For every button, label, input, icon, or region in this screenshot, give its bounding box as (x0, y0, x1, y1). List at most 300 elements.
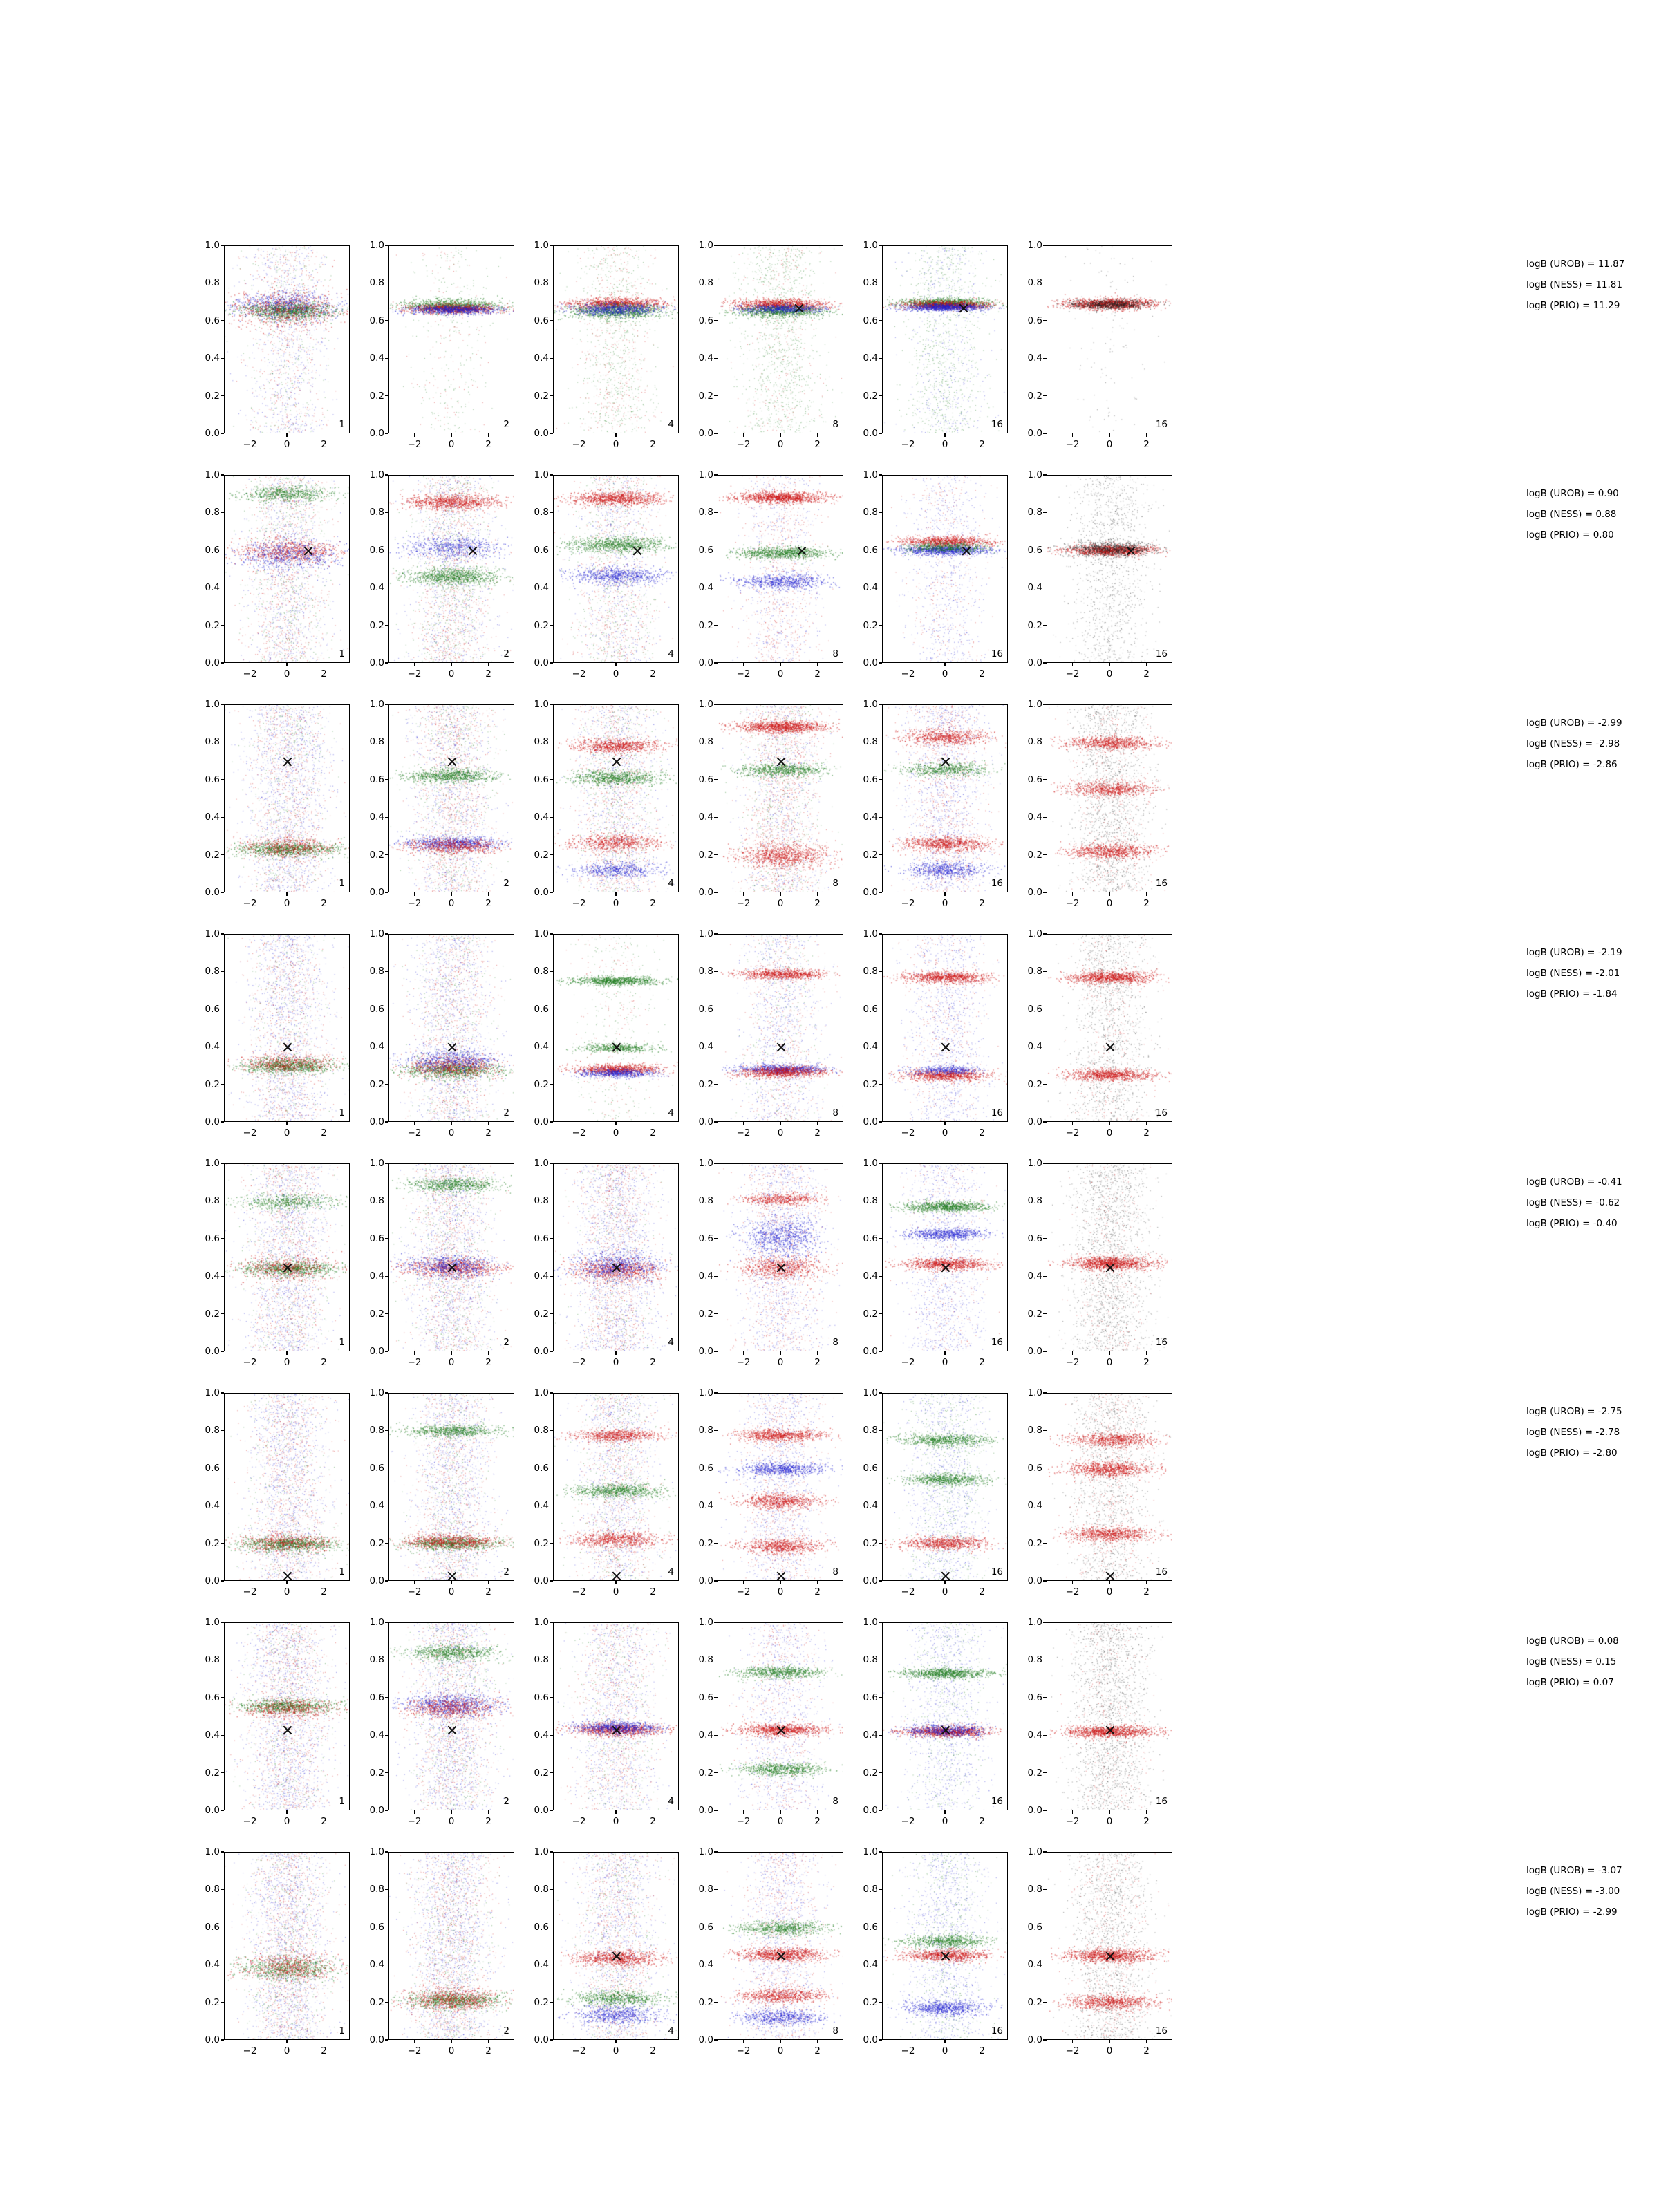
y-axis (351, 240, 388, 439)
x-axis (553, 663, 679, 684)
x-tick-label: 2 (979, 1357, 985, 1368)
x-tick-label: −2 (407, 898, 422, 909)
x-tick-mark (1072, 1122, 1073, 1125)
x-axis (224, 2040, 350, 2061)
x-axis (553, 1122, 679, 1143)
panel-corner-label: 4 (668, 648, 674, 659)
y-tick-label: 1.0 (534, 240, 549, 251)
y-tick-label: 1.0 (1027, 928, 1042, 939)
x-tick-label: −2 (407, 439, 422, 450)
scatter-panel (680, 240, 845, 450)
plot-area (224, 1852, 350, 2040)
y-axis (187, 240, 224, 439)
y-tick-label: 0.4 (534, 582, 549, 594)
log-bayes-factor-annotation: logB (UROB) = -0.41 (1526, 1177, 1622, 1188)
plot-area (882, 1163, 1008, 1351)
scatter-panel (351, 928, 516, 1138)
scatter-canvas (1047, 246, 1172, 433)
truth-marker-x-icon (282, 1042, 293, 1053)
x-tick-label: −2 (572, 898, 586, 909)
x-axis (718, 1122, 843, 1143)
x-tick-label: 2 (814, 668, 821, 679)
x-tick-mark (488, 1581, 489, 1584)
scatter-panel (351, 240, 516, 450)
y-axis (680, 1846, 718, 2045)
x-axis (224, 433, 350, 454)
x-axis (1047, 1122, 1172, 1143)
y-tick-label: 0.6 (534, 544, 549, 556)
y-axis (845, 1617, 882, 1816)
x-tick-label: −2 (572, 1586, 586, 1597)
y-tick-label: 0.0 (1027, 1116, 1042, 1127)
log-bayes-factor-annotation: logB (NESS) = -3.00 (1526, 1886, 1620, 1897)
scatter-canvas (225, 1164, 350, 1351)
panel-corner-label: 8 (832, 2025, 838, 2036)
y-tick-label: 0.6 (1027, 1691, 1042, 1703)
scatter-canvas (1047, 1853, 1172, 2040)
y-axis (351, 1617, 388, 1816)
x-tick-label: 0 (1106, 1586, 1113, 1597)
y-tick-label: 0.2 (534, 1537, 549, 1549)
panel-corner-label: 2 (503, 878, 509, 889)
y-tick-label: 0.0 (698, 657, 713, 668)
plot-area (1047, 1852, 1172, 2040)
x-tick-label: 2 (979, 898, 985, 909)
truth-marker-x-icon (957, 303, 968, 314)
x-tick-label: 2 (321, 1357, 327, 1368)
y-tick-label: 0.8 (205, 966, 220, 977)
scatter-canvas (1047, 1164, 1172, 1351)
x-tick-label: 0 (1106, 898, 1113, 909)
x-tick-mark (817, 1351, 818, 1355)
x-tick-label: 2 (650, 2045, 656, 2056)
x-axis (388, 433, 514, 454)
x-tick-label: −2 (901, 2045, 915, 2056)
y-tick-label: 0.2 (1027, 1537, 1042, 1549)
scatter-panel (516, 240, 680, 450)
y-axis (516, 1617, 553, 1816)
panel-corner-label: 16 (991, 648, 1003, 659)
y-tick-label: 0.2 (369, 1078, 384, 1090)
truth-marker-x-icon (282, 1725, 293, 1736)
panel-corner-label: 2 (503, 648, 509, 659)
plot-area (553, 1163, 679, 1351)
panel-corner-label: 2 (503, 1796, 509, 1807)
panel-corner-label: 8 (832, 648, 838, 659)
y-tick-label: 0.2 (698, 1996, 713, 2008)
x-tick-label: 2 (1143, 668, 1150, 679)
y-tick-label: 0.2 (1027, 619, 1042, 631)
x-tick-label: 0 (777, 439, 784, 450)
x-tick-label: 2 (1143, 1586, 1150, 1597)
plot-area (1047, 704, 1172, 892)
scatter-canvas (718, 705, 843, 892)
scatter-panel (187, 469, 351, 679)
y-tick-label: 0.8 (369, 507, 384, 518)
y-tick-label: 0.0 (863, 2034, 878, 2045)
y-tick-label: 0.4 (369, 1959, 384, 1971)
x-tick-label: 0 (612, 668, 619, 679)
scatter-canvas (718, 1164, 843, 1351)
x-tick-label: 0 (1106, 1127, 1113, 1138)
y-axis (1009, 1158, 1047, 1357)
scatter-panel (351, 1617, 516, 1827)
y-tick-label: 0.6 (205, 1462, 220, 1474)
truth-marker-x-icon (282, 1262, 293, 1273)
x-tick-label: 2 (979, 1816, 985, 1827)
y-tick-label: 1.0 (205, 699, 220, 710)
plot-area (882, 1852, 1008, 2040)
y-tick-label: 1.0 (698, 1387, 713, 1398)
x-tick-label: 0 (283, 1127, 290, 1138)
panel-corner-label: 16 (991, 419, 1003, 430)
y-tick-label: 0.0 (205, 1805, 220, 1816)
truth-marker-x-icon (447, 1571, 458, 1581)
x-tick-label: 0 (941, 439, 948, 450)
plot-area (882, 704, 1008, 892)
y-axis (680, 1387, 718, 1586)
x-axis (388, 1581, 514, 1602)
x-tick-label: −2 (572, 2045, 586, 2056)
y-tick-label: 0.8 (1027, 1425, 1042, 1436)
y-tick-label: 0.6 (205, 1003, 220, 1015)
y-tick-label: 0.8 (1027, 1195, 1042, 1207)
y-tick-label: 1.0 (369, 1387, 384, 1398)
x-tick-mark (615, 1351, 616, 1355)
y-tick-label: 0.8 (369, 1425, 384, 1436)
y-tick-label: 0.2 (534, 1767, 549, 1779)
truth-marker-x-icon (1105, 1725, 1116, 1736)
scatter-panel (516, 699, 680, 909)
y-axis (516, 928, 553, 1127)
y-tick-label: 0.2 (369, 1996, 384, 2008)
scatter-panel (187, 928, 351, 1138)
scatter-canvas (389, 476, 514, 663)
plot-area (388, 1393, 514, 1581)
x-tick-label: 0 (1106, 1816, 1113, 1827)
panel-corner-label: 1 (339, 1107, 345, 1118)
x-axis (224, 892, 350, 913)
x-tick-mark (1072, 2040, 1073, 2043)
x-tick-label: 0 (448, 2045, 455, 2056)
y-tick-label: 0.8 (863, 1425, 878, 1436)
scatter-canvas (389, 1394, 514, 1581)
x-tick-label: −2 (901, 1816, 915, 1827)
y-tick-label: 0.4 (205, 1500, 220, 1512)
y-tick-label: 0.2 (698, 390, 713, 402)
y-tick-label: 0.8 (698, 1195, 713, 1207)
scatter-panel (680, 1387, 845, 1597)
x-tick-mark (817, 1581, 818, 1584)
scatter-panel (1009, 469, 1174, 679)
x-axis (388, 1351, 514, 1372)
y-tick-label: 0.6 (863, 1462, 878, 1474)
scatter-panel (845, 1846, 1009, 2056)
scatter-canvas (554, 705, 679, 892)
x-axis (553, 1581, 679, 1602)
y-tick-label: 0.6 (1027, 1003, 1042, 1015)
truth-marker-x-icon (776, 1042, 787, 1053)
y-tick-label: 0.0 (698, 1805, 713, 1816)
x-tick-mark (817, 433, 818, 437)
panel-corner-label: 4 (668, 1566, 674, 1577)
x-tick-mark (615, 433, 616, 437)
y-tick-label: 0.0 (534, 887, 549, 898)
y-tick-label: 0.8 (369, 1195, 384, 1207)
x-tick-label: 2 (485, 2045, 491, 2056)
scatter-canvas (883, 1853, 1008, 2040)
x-tick-label: 2 (814, 439, 821, 450)
x-tick-mark (944, 892, 945, 896)
y-tick-label: 0.4 (698, 582, 713, 594)
x-tick-mark (1146, 1351, 1147, 1355)
x-tick-label: 0 (941, 1357, 948, 1368)
y-tick-label: 0.2 (369, 1537, 384, 1549)
scatter-canvas (883, 1623, 1008, 1810)
x-tick-label: 0 (777, 1586, 784, 1597)
x-axis (1047, 1351, 1172, 1372)
x-tick-mark (743, 433, 744, 437)
panel-corner-label: 16 (1155, 1566, 1168, 1577)
x-tick-label: 2 (979, 668, 985, 679)
plot-area (553, 1622, 679, 1810)
x-tick-label: 2 (321, 668, 327, 679)
scatter-panel (680, 699, 845, 909)
truth-marker-x-icon (776, 1725, 787, 1736)
x-tick-mark (743, 663, 744, 666)
panel-corner-label: 16 (991, 878, 1003, 889)
x-tick-mark (286, 1351, 287, 1355)
y-tick-label: 1.0 (1027, 240, 1042, 251)
truth-marker-x-icon (447, 756, 458, 767)
plot-area (388, 704, 514, 892)
x-axis (224, 663, 350, 684)
plot-area (553, 475, 679, 663)
y-tick-label: 0.6 (698, 315, 713, 326)
scatter-canvas (883, 246, 1008, 433)
y-tick-label: 0.8 (698, 507, 713, 518)
y-tick-label: 0.2 (369, 849, 384, 861)
x-tick-label: 0 (941, 1816, 948, 1827)
plot-area (224, 704, 350, 892)
y-tick-label: 0.2 (863, 1767, 878, 1779)
scatter-canvas (554, 935, 679, 1122)
panel-corner-label: 2 (503, 1107, 509, 1118)
y-tick-label: 1.0 (1027, 469, 1042, 480)
y-tick-label: 1.0 (534, 928, 549, 939)
x-axis (1047, 892, 1172, 913)
y-axis (351, 1158, 388, 1357)
x-tick-mark (1072, 663, 1073, 666)
x-tick-mark (1146, 892, 1147, 896)
x-tick-label: −2 (243, 1816, 257, 1827)
x-tick-label: 2 (814, 898, 821, 909)
y-tick-label: 0.8 (205, 1654, 220, 1666)
x-tick-label: 0 (283, 1357, 290, 1368)
x-axis (718, 1581, 843, 1602)
y-tick-label: 0.2 (1027, 390, 1042, 402)
y-tick-label: 0.0 (698, 1116, 713, 1127)
x-axis (224, 1581, 350, 1602)
plot-area (718, 1852, 843, 2040)
x-tick-label: 2 (1143, 2045, 1150, 2056)
x-axis (882, 1810, 1008, 1831)
y-tick-label: 1.0 (863, 240, 878, 251)
x-axis (553, 2040, 679, 2061)
y-tick-label: 0.6 (534, 1232, 549, 1244)
y-tick-label: 0.4 (1027, 353, 1042, 364)
x-tick-label: 2 (485, 1127, 491, 1138)
y-axis (680, 1158, 718, 1357)
x-tick-label: −2 (901, 439, 915, 450)
y-tick-label: 1.0 (534, 1158, 549, 1169)
y-tick-label: 1.0 (205, 1617, 220, 1628)
x-tick-mark (743, 2040, 744, 2043)
x-tick-label: 0 (612, 2045, 619, 2056)
x-tick-mark (1146, 433, 1147, 437)
y-axis (351, 699, 388, 898)
y-tick-label: 0.8 (863, 966, 878, 977)
plot-area (224, 245, 350, 433)
scatter-panel (680, 1617, 845, 1827)
y-tick-label: 0.2 (863, 390, 878, 402)
y-tick-label: 0.6 (369, 1921, 384, 1933)
scatter-panel (1009, 699, 1174, 909)
panel-corner-label: 1 (339, 419, 345, 430)
x-tick-label: −2 (736, 2045, 751, 2056)
x-tick-mark (1146, 1122, 1147, 1125)
x-tick-label: 0 (941, 2045, 948, 2056)
y-tick-label: 0.4 (205, 1271, 220, 1282)
x-tick-label: −2 (1065, 668, 1080, 679)
truth-marker-x-icon (940, 1571, 951, 1581)
scatter-canvas (225, 246, 350, 433)
y-tick-label: 0.6 (534, 1921, 549, 1933)
y-axis (187, 469, 224, 668)
y-tick-label: 0.2 (863, 1996, 878, 2008)
panel-corner-label: 16 (991, 1796, 1003, 1807)
y-axis (187, 928, 224, 1127)
y-tick-label: 0.4 (1027, 812, 1042, 823)
x-tick-mark (286, 663, 287, 666)
x-tick-label: −2 (407, 1357, 422, 1368)
x-tick-label: 2 (485, 439, 491, 450)
plot-area (1047, 1622, 1172, 1810)
y-axis (1009, 1846, 1047, 2045)
x-tick-label: 0 (777, 2045, 784, 2056)
x-tick-label: 0 (777, 1127, 784, 1138)
x-tick-label: 2 (650, 1586, 656, 1597)
x-axis (882, 1351, 1008, 1372)
x-tick-label: 0 (612, 1586, 619, 1597)
x-axis (882, 433, 1008, 454)
x-axis (718, 433, 843, 454)
scatter-canvas (883, 1164, 1008, 1351)
y-tick-label: 0.2 (698, 1537, 713, 1549)
panel-corner-label: 16 (1155, 1796, 1168, 1807)
scatter-canvas (389, 1164, 514, 1351)
y-tick-label: 0.0 (534, 1805, 549, 1816)
x-axis (882, 1122, 1008, 1143)
y-axis (680, 699, 718, 898)
y-tick-label: 1.0 (863, 1158, 878, 1169)
x-tick-label: 2 (321, 898, 327, 909)
y-tick-label: 0.0 (1027, 2034, 1042, 2045)
x-tick-label: −2 (407, 2045, 422, 2056)
scatter-canvas (389, 246, 514, 433)
x-axis (882, 663, 1008, 684)
y-tick-label: 0.4 (698, 1041, 713, 1053)
x-tick-mark (488, 892, 489, 896)
plot-area (882, 1622, 1008, 1810)
truth-marker-x-icon (1105, 1571, 1116, 1581)
scatter-panel (845, 240, 1009, 450)
x-tick-mark (488, 1351, 489, 1355)
panel-corner-label: 1 (339, 1337, 345, 1348)
x-tick-label: −2 (572, 1127, 586, 1138)
truth-marker-x-icon (302, 545, 313, 556)
y-tick-label: 0.2 (205, 1537, 220, 1549)
x-tick-mark (944, 2040, 945, 2043)
y-tick-label: 0.8 (1027, 277, 1042, 289)
panel-corner-label: 4 (668, 2025, 674, 2036)
plot-area (553, 704, 679, 892)
y-tick-label: 0.0 (369, 1346, 384, 1357)
y-axis (680, 469, 718, 668)
y-tick-label: 0.0 (534, 657, 549, 668)
x-tick-mark (817, 1810, 818, 1814)
y-tick-label: 0.4 (534, 1271, 549, 1282)
y-tick-label: 1.0 (1027, 1387, 1042, 1398)
y-tick-label: 0.0 (369, 1116, 384, 1127)
x-tick-mark (1146, 1810, 1147, 1814)
y-tick-label: 0.6 (863, 315, 878, 326)
x-tick-mark (743, 892, 744, 896)
x-tick-mark (944, 1351, 945, 1355)
log-bayes-factor-annotation: logB (UROB) = 0.90 (1526, 488, 1619, 499)
y-tick-label: 0.2 (205, 1767, 220, 1779)
x-tick-label: −2 (243, 898, 257, 909)
plot-area (224, 1622, 350, 1810)
y-tick-label: 0.4 (534, 812, 549, 823)
x-tick-mark (414, 663, 415, 666)
x-axis (882, 1581, 1008, 1602)
y-tick-label: 1.0 (1027, 1846, 1042, 1857)
x-tick-label: 2 (650, 1357, 656, 1368)
plot-area (718, 475, 843, 663)
y-tick-label: 0.0 (205, 1575, 220, 1586)
scatter-canvas (225, 935, 350, 1122)
panel-corner-label: 8 (832, 1566, 838, 1577)
y-tick-label: 0.0 (863, 428, 878, 439)
log-bayes-factor-annotation: logB (UROB) = 11.87 (1526, 259, 1625, 270)
x-tick-label: −2 (901, 668, 915, 679)
x-tick-label: −2 (407, 1127, 422, 1138)
y-tick-label: 0.4 (698, 1500, 713, 1512)
x-tick-mark (286, 892, 287, 896)
x-tick-label: 2 (979, 1127, 985, 1138)
panel-corner-label: 16 (991, 2025, 1003, 2036)
y-tick-label: 0.4 (863, 582, 878, 594)
scatter-panel (187, 1387, 351, 1597)
scatter-panel (1009, 240, 1174, 450)
plot-area (718, 934, 843, 1122)
plot-area (718, 704, 843, 892)
x-tick-label: 0 (941, 1586, 948, 1597)
y-axis (516, 1158, 553, 1357)
y-tick-label: 0.8 (1027, 507, 1042, 518)
y-tick-label: 0.8 (698, 277, 713, 289)
